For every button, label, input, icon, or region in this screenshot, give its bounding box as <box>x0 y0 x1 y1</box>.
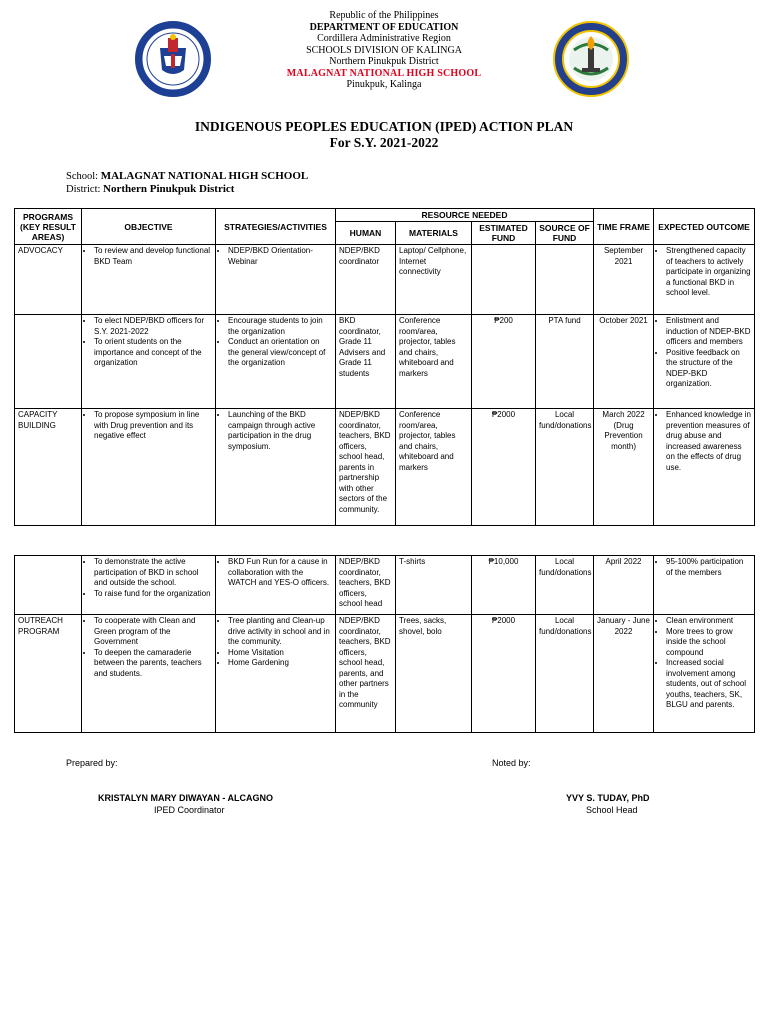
letterhead-republic: Republic of the Philippines <box>329 10 439 21</box>
cell-timeframe: October 2021 <box>594 315 654 409</box>
district-info <box>66 183 234 195</box>
objective-item: • To deepen the camaraderie between the parents, teachers and students. <box>94 648 212 680</box>
cell-materials: Laptop/ Cellphone, Internet connectivity <box>396 245 472 315</box>
col-expected-outcome: EXPECTED OUTCOME <box>654 209 755 245</box>
strategy-item: • Launching of the BKD campaign through active participation in the drug symposium. <box>228 410 332 452</box>
strategy-item: • Home Visitation <box>228 648 332 659</box>
cell-objective <box>82 245 216 315</box>
col-source-of-fund: SOURCE OF FUND <box>536 222 594 245</box>
cell-strategies <box>216 245 336 315</box>
cell-timeframe: January - June 2022 <box>594 615 654 733</box>
cell-strategies <box>216 556 336 615</box>
table-row <box>15 409 755 526</box>
outcome-item: • Strengthened capacity of teachers to actively participate in organizing a functional BKD in school level. <box>666 246 751 299</box>
cell-source: Local fund/donations <box>536 556 594 615</box>
title-line-2: For S.Y. 2021-2022 <box>329 135 439 150</box>
table-header-row <box>15 209 755 222</box>
cell-human: NDEP/BKD coordinator <box>336 245 396 315</box>
cell-outcome <box>654 315 755 409</box>
cell-outcome <box>654 615 755 733</box>
outcome-item: • Positive feedback on the structure of the NDEP-BKD organization. <box>666 348 751 390</box>
cell-program: CAPACITY BUILDING <box>15 409 82 526</box>
cell-program <box>15 556 82 615</box>
school-value: MALAGNAT NATIONAL HIGH SCHOOL <box>100 170 309 182</box>
cell-materials: T-shirts <box>396 556 472 615</box>
cell-timeframe: March 2022 (Drug Prevention month) <box>594 409 654 526</box>
cell-human: NDEP/BKD coordinator, teachers, BKD officers, school head, parents, and other partners in the community <box>336 615 396 733</box>
strategy-item: • NDEP/BKD Orientation-Webinar <box>228 246 332 267</box>
letterhead-department: DEPARTMENT OF EDUCATION <box>309 21 459 33</box>
letterhead-division: SCHOOLS DIVISION OF KALINGA <box>306 44 462 56</box>
school-info <box>66 170 308 182</box>
cell-source: Local fund/donations <box>536 409 594 526</box>
title-line-1: INDIGENOUS PEOPLES EDUCATION (IPED) ACTION PLAN <box>194 119 574 134</box>
cell-materials: Conference room/area, projector, tables and chairs, whiteboard and markers <box>396 409 472 526</box>
objective-item: • To demonstrate the active participation of BKD in school and outside the school. <box>94 557 212 589</box>
cell-timeframe: September 2021 <box>594 245 654 315</box>
outcome-item: • 95-100% participation of the members <box>666 557 751 578</box>
district-label: District: <box>66 184 101 195</box>
cell-objective <box>82 409 216 526</box>
outcome-item: • Enhanced knowledge in prevention measures of drug abuse and increased awareness on the effects of drug use. <box>666 410 751 473</box>
cell-fund: ₱2000 <box>472 615 536 733</box>
cell-source: PTA fund <box>536 315 594 409</box>
objective-item: • To propose symposium in line with Drug prevention and its negative effect <box>94 410 212 442</box>
table-row <box>15 556 755 615</box>
action-plan-table-part-1 <box>14 208 755 526</box>
cell-strategies <box>216 315 336 409</box>
col-human: HUMAN <box>336 222 396 245</box>
table-row <box>15 615 755 733</box>
action-plan-table-part-2 <box>14 555 755 733</box>
cell-outcome <box>654 245 755 315</box>
objective-item: • To raise fund for the organization <box>94 589 212 600</box>
outcome-item: • Enlistment and induction of NDEP-BKD officers and members <box>666 316 751 348</box>
col-materials: MATERIALS <box>396 222 472 245</box>
table-row <box>15 315 755 409</box>
letterhead-district: Northern Pinukpuk District <box>329 56 439 67</box>
col-estimated-fund: ESTIMATED FUND <box>472 222 536 245</box>
cell-materials: Conference room/area, projector, tables and chairs, whiteboard and markers <box>396 315 472 409</box>
cell-fund: ₱2000 <box>472 409 536 526</box>
outcome-item: • More trees to grow inside the school compound <box>666 627 751 659</box>
cell-source: Local fund/donations <box>536 615 594 733</box>
letterhead-school: MALAGNAT NATIONAL HIGH SCHOOL <box>286 67 482 79</box>
noter-title: School Head <box>586 805 638 815</box>
letterhead <box>0 10 768 91</box>
cell-human: NDEP/BKD coordinator, teachers, BKD officers, school head <box>336 556 396 615</box>
preparer-title: IPED Coordinator <box>154 805 225 815</box>
preparer-name: KRISTALYN MARY DIWAYAN - ALCAGNO <box>98 793 274 803</box>
cell-timeframe: April 2022 <box>594 556 654 615</box>
strategy-item: • Tree planting and Clean-up drive activity in school and in the community. <box>228 616 332 648</box>
cell-program: ADVOCACY <box>15 245 82 315</box>
noter-name: YVY S. TUDAY, PhD <box>566 793 650 803</box>
cell-strategies <box>216 409 336 526</box>
outcome-item: • Increased social involvement among students, out of school youths, teachers, SK, BLGU and parents. <box>666 658 751 711</box>
cell-objective <box>82 615 216 733</box>
document-title <box>0 119 768 151</box>
cell-program: OUTREACH PROGRAM <box>15 615 82 733</box>
cell-source <box>536 245 594 315</box>
cell-human: BKD coordinator, Grade 11 Advisers and Grade 11 students <box>336 315 396 409</box>
cell-human: NDEP/BKD coordinator, teachers, BKD officers, school head, parents in partnership with other sectors of the community. <box>336 409 396 526</box>
cell-fund: ₱200 <box>472 315 536 409</box>
col-resource-needed: RESOURCE NEEDED <box>336 209 594 222</box>
cell-fund <box>472 245 536 315</box>
district-value: Northern Pinukpuk District <box>103 183 235 195</box>
strategy-item: • BKD Fun Run for a cause in collaboration with the WATCH and YES-O officers. <box>228 557 332 589</box>
outcome-item: • Clean environment <box>666 616 751 627</box>
col-programs: PROGRAMS (KEY RESULT AREAS) <box>15 209 82 245</box>
cell-outcome <box>654 556 755 615</box>
noted-by-label: Noted by: <box>492 758 531 768</box>
col-time-frame: TIME FRAME <box>594 209 654 245</box>
letterhead-address: Pinukpuk, Kalinga <box>346 79 422 90</box>
school-label: School: <box>66 171 99 182</box>
prepared-by-label: Prepared by: <box>66 758 118 768</box>
cell-outcome <box>654 409 755 526</box>
objective-item: • To elect NDEP/BKD officers for S.Y. 2021-2022 <box>94 316 212 337</box>
col-objective: OBJECTIVE <box>82 209 216 245</box>
cell-strategies <box>216 615 336 733</box>
strategy-item: • Encourage students to join the organization <box>228 316 332 337</box>
table-row <box>15 245 755 315</box>
col-strategies: STRATEGIES/ACTIVITIES <box>216 209 336 245</box>
letterhead-region: Cordillera Administrative Region <box>317 33 451 44</box>
cell-objective <box>82 556 216 615</box>
strategy-item: • Conduct an orientation on the general view/concept of the organization <box>228 337 332 369</box>
cell-objective <box>82 315 216 409</box>
cell-fund: ₱10,000 <box>472 556 536 615</box>
objective-item: • To orient students on the importance and concept of the organization <box>94 337 212 369</box>
objective-item: • To cooperate with Clean and Green program of the Government <box>94 616 212 648</box>
cell-materials: Trees, sacks, shovel, bolo <box>396 615 472 733</box>
cell-program <box>15 315 82 409</box>
strategy-item: • Home Gardening <box>228 658 332 669</box>
objective-item: • To review and develop functional BKD Team <box>94 246 212 267</box>
